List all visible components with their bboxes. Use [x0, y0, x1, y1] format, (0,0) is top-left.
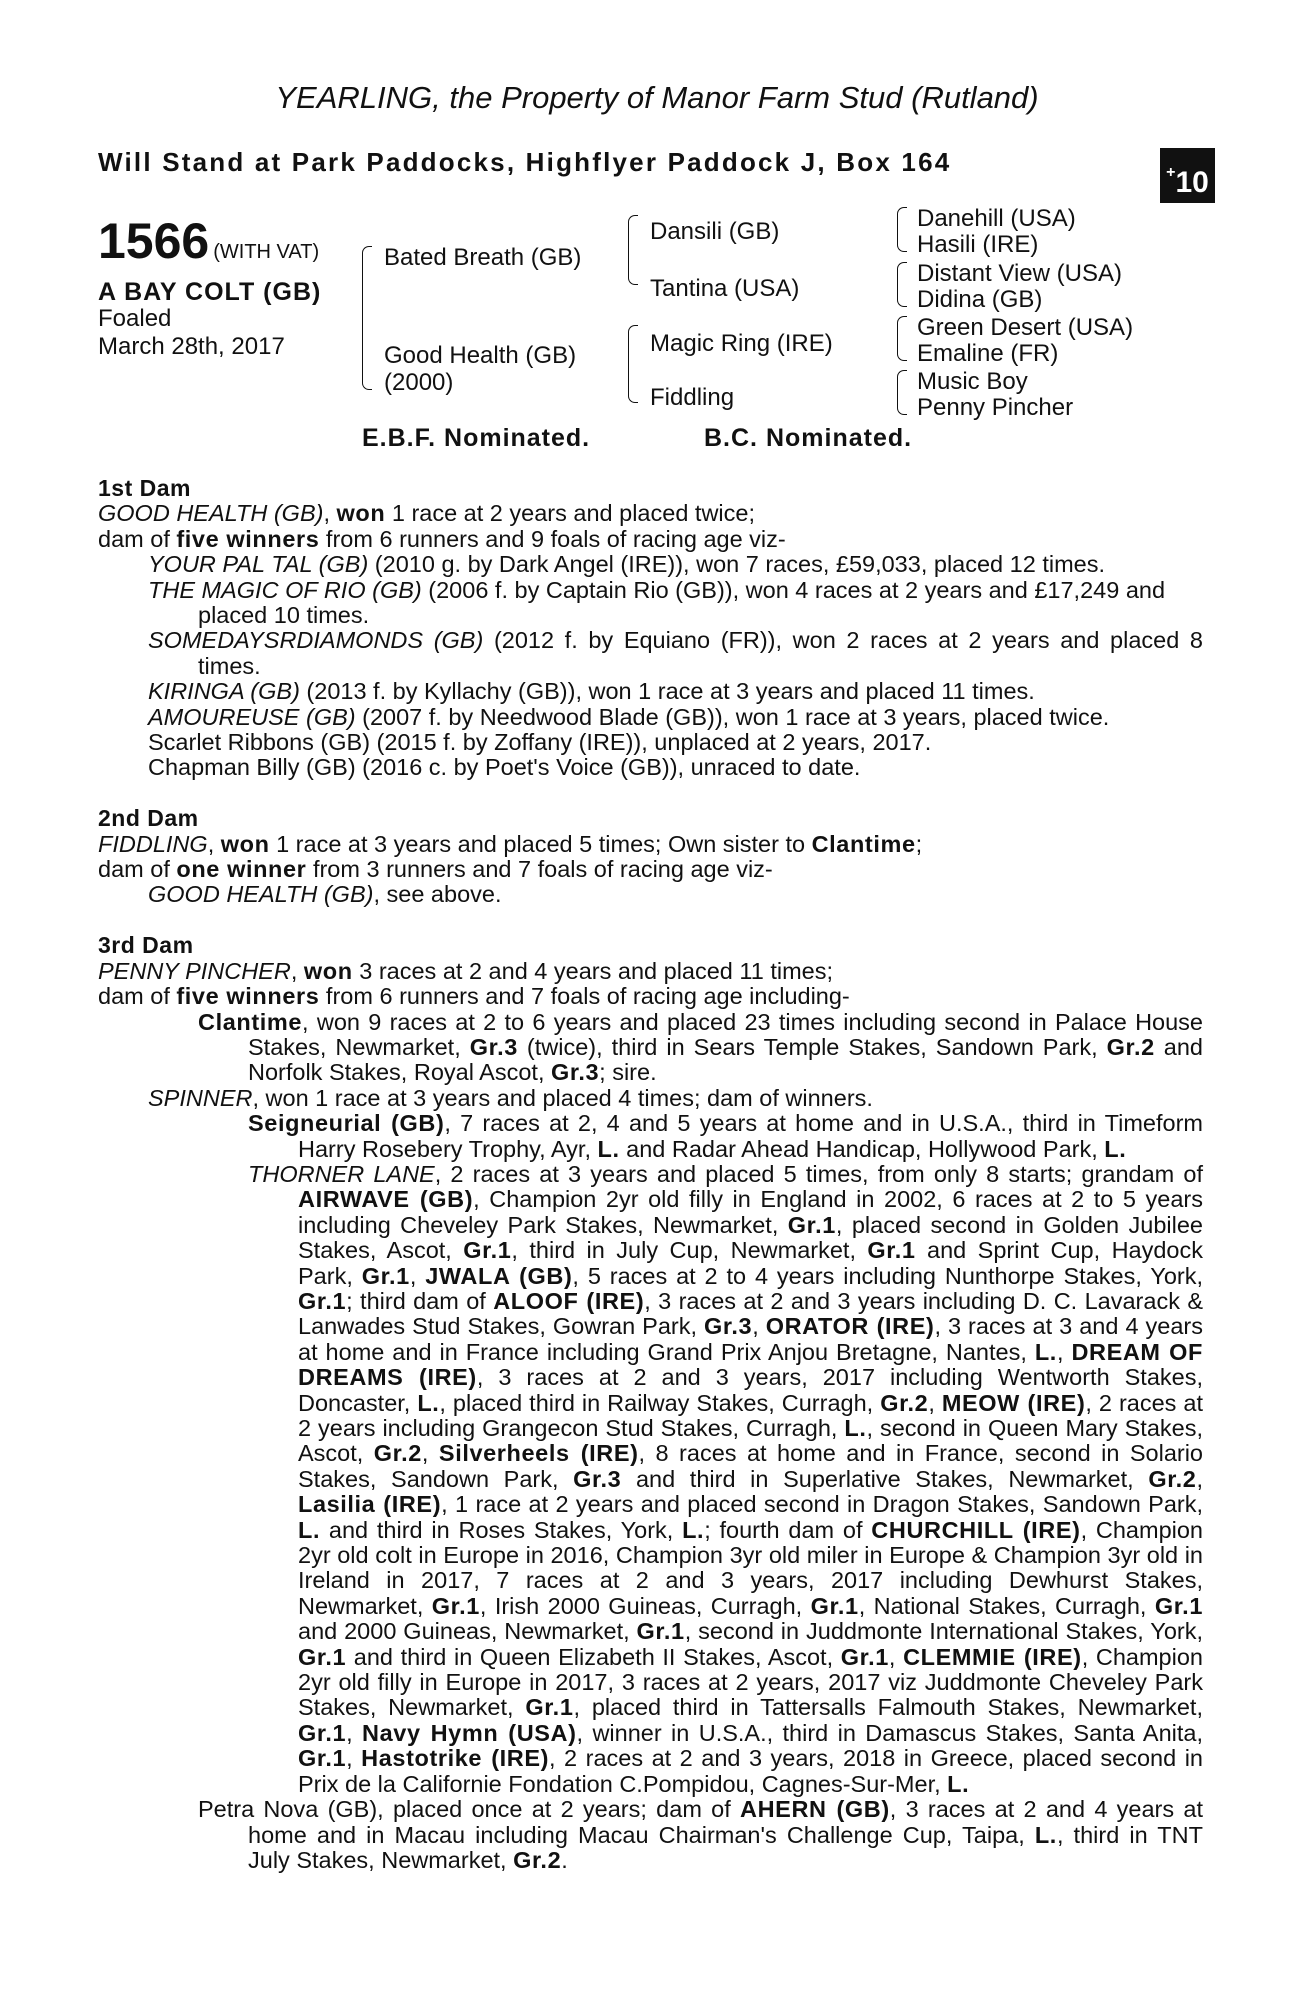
petra-nova-entry: Petra Nova (GB), placed once at 2 years; dam of AHERN (GB), 3 races at 2 and 4 years at home and in Macau including Macau Chairman's Challenge Cup, Taipa, L., third in TNT July Stakes, Newmarket, Gr.2.: [198, 1796, 1203, 1873]
pedigree-brace-3c: [897, 316, 907, 361]
list-item: SOMEDAYSRDIAMONDS (GB) (2012 f. by Equiano (FR)), won 2 races at 2 years and placed 8 times.: [148, 627, 1203, 679]
list-item: AMOUREUSE (GB) (2007 f. by Needwood Blade (GB)), won 1 race at 3 years, placed twice.: [148, 703, 1110, 730]
list-item: KIRINGA (GB) (2013 f. by Kyllachy (GB)), won 1 race at 3 years and placed 11 times.: [148, 678, 1035, 705]
lot-description: A BAY COLT (GB): [98, 278, 322, 306]
stand-location: Will Stand at Park Paddocks, Highflyer Paddock J, Box 164: [98, 147, 952, 177]
dam-year: (2000): [384, 369, 454, 396]
list-item: Chapman Billy (GB) (2016 c. by Poet's Voice (GB)), unraced to date.: [148, 754, 861, 781]
dds: Music Boy: [917, 368, 1028, 395]
foaled-info: Foaled March 28th, 2017: [98, 305, 285, 360]
seigneurial-entry: Seigneurial (GB), 7 races at 2, 4 and 5 years at home and in U.S.A., third in Timeform Harry Rosebery Trophy, Ayr, L. and Radar Ahead Handicap, Hollywood Park, L.: [248, 1110, 1203, 1162]
pedigree-brace-3b: [897, 262, 907, 307]
pedigree-brace-2b: [628, 325, 638, 403]
sire: Bated Breath (GB): [384, 244, 582, 271]
sds: Distant View (USA): [917, 260, 1122, 287]
sdd: Didina (GB): [917, 286, 1043, 313]
vat-note: (WITH VAT): [213, 241, 320, 263]
sire-dam: Tantina (USA): [650, 275, 800, 302]
pedigree-brace-1: [362, 246, 372, 390]
dss: Green Desert (USA): [917, 314, 1134, 341]
dam-dam: Fiddling: [650, 384, 735, 411]
lot-tag-badge: +10: [1160, 148, 1215, 203]
ssd: Hasili (IRE): [917, 231, 1039, 258]
list-item: Scarlet Ribbons (GB) (2015 f. by Zoffany (IRE)), unplaced at 2 years, 2017.: [148, 729, 932, 756]
second-dam-line: FIDDLING, won 1 race at 3 years and placed 5 times; Own sister to Clantime;: [98, 830, 923, 857]
first-dam-line: GOOD HEALTH (GB), won 1 race at 2 years and placed twice;: [98, 500, 755, 527]
page-title: YEARLING, the Property of Manor Farm Stud (Rutland): [275, 80, 1039, 115]
dam-sire: Magic Ring (IRE): [650, 330, 833, 357]
first-dam-heading: 1st Dam: [98, 475, 191, 501]
list-item: YOUR PAL TAL (GB) (2010 g. by Dark Angel (IRE)), won 7 races, £59,033, placed 12 times.: [148, 551, 1105, 578]
third-dam-line: PENNY PINCHER, won 3 races at 2 and 4 years and placed 11 times;: [98, 957, 833, 984]
spinner-entry: SPINNER, won 1 race at 3 years and placed 4 times; dam of winners.: [148, 1084, 873, 1111]
sss: Danehill (USA): [917, 205, 1076, 232]
second-dam-produce: dam of one winner from 3 runners and 7 foals of racing age viz-: [98, 856, 773, 883]
bc-nominated: B.C. Nominated.: [704, 424, 913, 452]
clantime-entry: Clantime, won 9 races at 2 to 6 years and placed 23 times including second in Palace House Stakes, Newmarket, Gr.3 (twice), third in Sears Temple Stakes, Sandown Park, Gr.2 and Norfolk Stakes, Royal Ascot, Gr.3; sire.: [198, 1008, 1203, 1086]
third-dam-heading: 3rd Dam: [98, 932, 194, 959]
ddd: Penny Pincher: [917, 394, 1074, 421]
list-item: GOOD HEALTH (GB), see above.: [148, 881, 502, 908]
lot-number: 1566 (WITH VAT): [98, 213, 320, 269]
pedigree-brace-3a: [897, 207, 907, 252]
third-dam-produce: dam of five winners from 6 runners and 7 foals of racing age including-: [98, 983, 850, 1010]
dam: Good Health (GB): [384, 342, 577, 369]
second-dam-heading: 2nd Dam: [98, 805, 199, 832]
thorner-lane-entry: THORNER LANE, 2 races at 3 years and placed 5 times, from only 8 starts; grandam of AIRWAVE (GB), Champion 2yr old filly in England in 2002, 6 races at 2 to 5 years including Cheveley Park Stakes, Newmarket, Gr.1, placed second in Golden Jubilee Stakes, Ascot, Gr.1, third in July Cup, Newmarket, Gr.1 and Sprint Cup, Haydock Park, Gr.1, JWALA (GB), 5 races at 2 to 4 years including Nunthorpe Stakes, York, Gr.1; third dam of ALOOF (IRE), 3 races at 2 and 3 years including D. C. Lavarack & Lanwades Stud Stakes, Gowran Park, Gr.3, ORATOR (IRE), 3 races at 3 and 4 years at home and in France including Grand Prix Anjou Bretagne, Nantes, L., DREAM OF DREAMS (IRE), 3 races at 2 and 3 years, 2017 including Wentworth Stakes, Doncaster, L., placed third in Railway Stakes, Curragh, Gr.2, MEOW (IRE), 2 races at 2 years including Grangecon Stud Stakes, Curragh, L., second in Queen Mary Stakes, Ascot, Gr.2, Silverheels (IRE), 8 races at home and in France, second in Solario Stakes, Sandown Park, Gr.3 and third in Superlative Stakes, Newmarket, Gr.2, Lasilia (IRE), 1 race at 2 years and placed second in Dragon Stakes, Sandown Park, L. and third in Roses Stakes, York, L.; fourth dam of CHURCHILL (IRE), Champion 2yr old colt in Europe in 2016, Champion 3yr old miler in Europe & Champion 3yr old in Ireland in 2017, 7 races at 2 and 3 years, 2017 including Dewhurst Stakes, Newmarket, Gr.1, Irish 2000 Guineas, Curragh, Gr.1, National Stakes, Curragh, Gr.1 and 2000 Guineas, Newmarket, Gr.1, second in Juddmonte International Stakes, York, Gr.1 and third in Queen Elizabeth II Stakes, Ascot, Gr.1, CLEMMIE (IRE), Champion 2yr old filly in Europe in 2017, 3 races at 2 years, 2017 viz Juddmonte Cheveley Park Stakes, Newmarket, Gr.1, placed third in Tattersalls Falmouth Stakes, Newmarket, Gr.1, Navy Hymn (USA), winner in U.S.A., third in Damascus Stakes, Santa Anita, Gr.1, Hastotrike (IRE), 2 races at 2 and 3 years, 2018 in Greece, placed second in Prix de la Californie Fondation C.Pompidou, Cagnes-Sur-Mer, L.: [248, 1160, 1204, 1797]
catalogue-body: [98, 476, 1203, 1873]
pedigree-brace-3d: [897, 370, 907, 415]
pedigree-brace-2a: [628, 215, 638, 285]
ebf-nominated: E.B.F. Nominated.: [362, 424, 591, 452]
sire-sire: Dansili (GB): [650, 218, 780, 245]
dsd: Emaline (FR): [917, 340, 1059, 367]
first-dam-produce: dam of five winners from 6 runners and 9 foals of racing age viz-: [98, 525, 786, 552]
list-item: THE MAGIC OF RIO (GB) (2006 f. by Captain Rio (GB)), won 4 races at 2 years and £17,249 and placed 10 times.: [148, 576, 1166, 629]
